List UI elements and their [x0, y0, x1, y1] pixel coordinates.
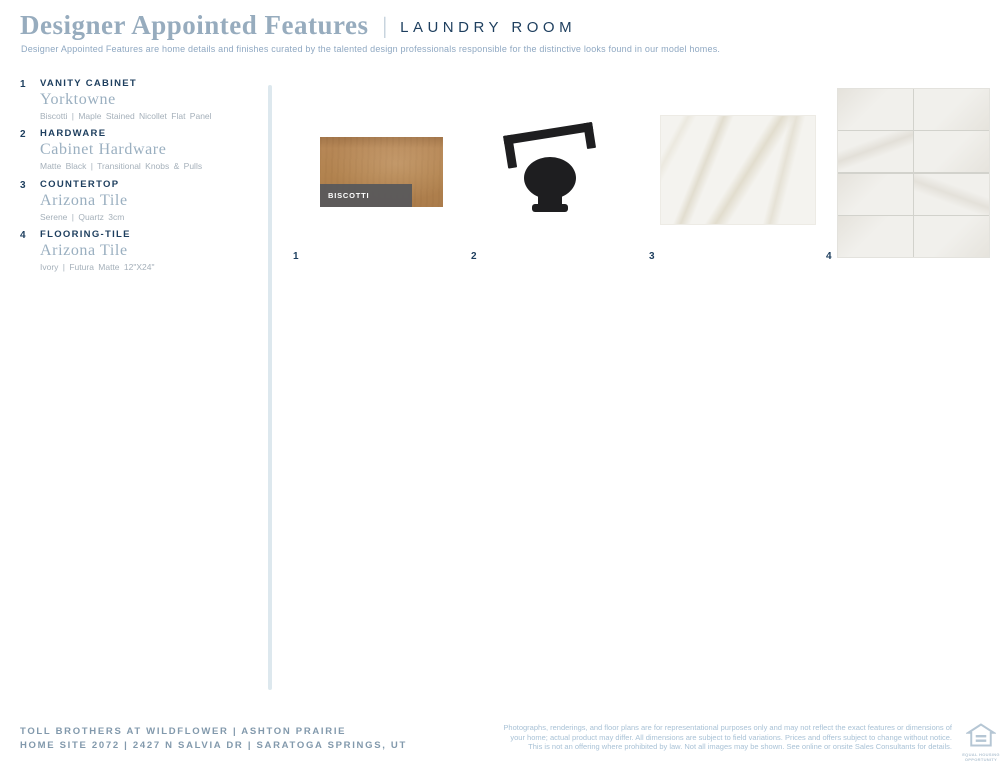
- tile-cell: [838, 131, 913, 172]
- hardware-pull-and-knob-icon: [496, 104, 600, 216]
- swatch-number-1: 1: [293, 251, 299, 262]
- feature-category: FLOORING-TILE: [40, 229, 131, 240]
- tile-cell: [914, 174, 989, 215]
- community-line: TOLL BROTHERS AT WILDFLOWER | ASHTON PRAIRIE: [20, 726, 347, 737]
- page-title: Designer Appointed Features: [20, 10, 369, 40]
- equal-housing-logo: [958, 722, 1004, 762]
- equal-housing-house-icon: [966, 722, 996, 748]
- feature-item-vanity-cabinet: [20, 78, 265, 121]
- tile-cell: [914, 216, 989, 257]
- page-subtitle: Designer Appointed Features are home details and finishes curated by the talented design professionals responsible for the distinctive looks found in our model homes.: [21, 44, 721, 54]
- feature-name: Cabinet Hardware: [40, 141, 167, 158]
- feature-category: VANITY CABINET: [40, 78, 138, 89]
- vertical-divider: [268, 85, 272, 690]
- wood-finish-swatch: [320, 137, 443, 207]
- feature-details: Serene | Quartz 3cm: [40, 212, 125, 222]
- tile-cell: [914, 89, 989, 130]
- feature-number: 2: [20, 129, 26, 140]
- disclaimer-line: your home; actual product may differ. All dimensions are subject to field variations. Prices and offers subject to change without notice.: [510, 732, 952, 742]
- disclaimer-line: Photographs, renderings, and floor plans are for representational purposes only and may not reflect the exact features or dimensions of: [503, 723, 952, 732]
- swatch-number-3: 3: [649, 251, 655, 262]
- title-separator: |: [382, 12, 388, 38]
- feature-category: HARDWARE: [40, 128, 107, 139]
- footer-disclaimer: [482, 723, 952, 752]
- floor-tile-swatch: [837, 88, 990, 258]
- feature-item-countertop: [20, 179, 265, 222]
- wood-finish-label: BISCOTTI: [320, 184, 412, 207]
- equal-housing-text-line2: OPPORTUNITY: [964, 756, 998, 762]
- equal-housing-text-line1: EQUAL HOUSING: [962, 752, 1000, 757]
- header: [20, 10, 576, 41]
- tile-cell: [838, 174, 913, 215]
- feature-name: Yorktowne: [40, 91, 116, 108]
- swatch-number-4: 4: [826, 251, 832, 262]
- footer-community-info: [20, 725, 407, 753]
- feature-item-flooring-tile: [20, 229, 265, 272]
- feature-details: Matte Black | Transitional Knobs & Pulls: [40, 161, 203, 171]
- tile-cell: [914, 131, 989, 172]
- disclaimer-line: This is not an offering where prohibited by law. Not all images may be shown. See online or onsite Sales Consultants for details.: [528, 742, 952, 751]
- feature-name: Arizona Tile: [40, 242, 128, 259]
- room-title: LAUNDRY ROOM: [400, 19, 577, 36]
- feature-number: 4: [20, 230, 26, 241]
- tile-cell: [838, 216, 913, 257]
- feature-item-hardware: [20, 128, 265, 171]
- address-line: HOME SITE 2072 | 2427 N SALVIA DR | SARATOGA SPRINGS, UT: [20, 740, 407, 751]
- feature-number: 3: [20, 180, 26, 191]
- quartz-countertop-swatch: [660, 115, 816, 225]
- feature-name: Arizona Tile: [40, 192, 128, 209]
- feature-details: Biscotti | Maple Stained Nicollet Flat Panel: [40, 111, 212, 121]
- feature-category: COUNTERTOP: [40, 179, 120, 190]
- feature-details: Ivory | Futura Matte 12"X24": [40, 262, 155, 272]
- feature-number: 1: [20, 79, 26, 90]
- cabinet-hardware-image: [496, 104, 600, 216]
- swatch-number-2: 2: [471, 251, 477, 262]
- tile-cell: [838, 89, 913, 130]
